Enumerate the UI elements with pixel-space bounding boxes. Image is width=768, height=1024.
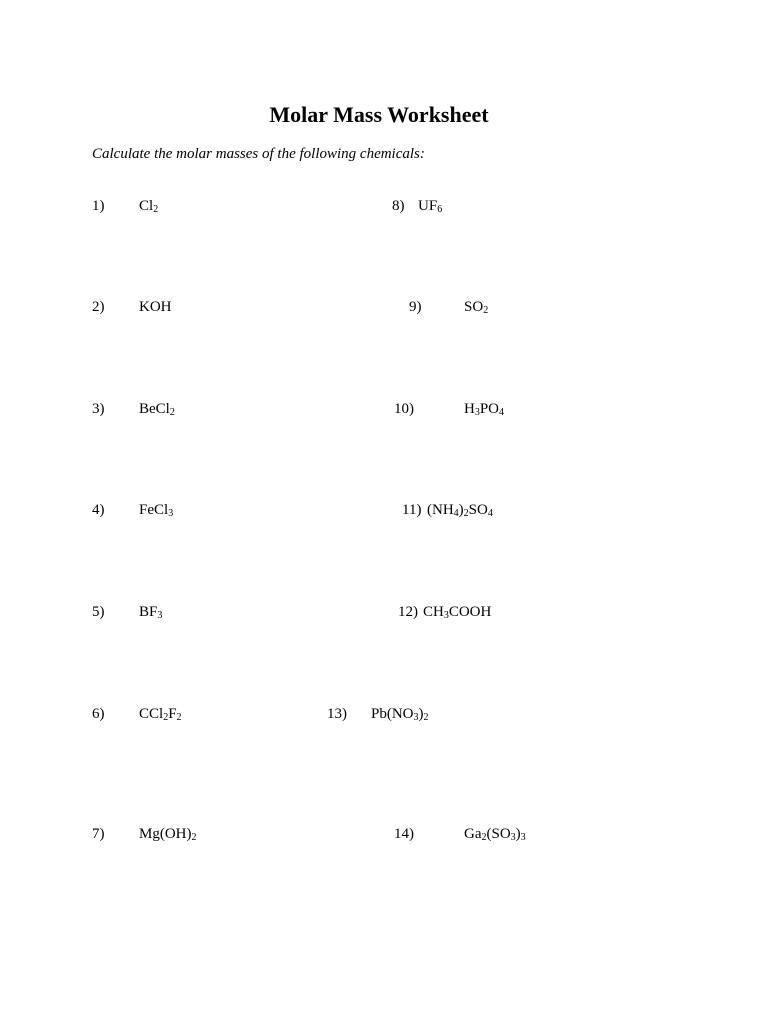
formula-text: UF: [418, 198, 438, 214]
worksheet-title: Molar Mass Worksheet: [269, 102, 489, 127]
chemical-formula: [427, 502, 493, 519]
formula-text: COOH: [448, 604, 492, 620]
formula-text: FeCl: [139, 502, 169, 518]
formula-subscript: 2: [153, 204, 159, 215]
formula-subscript: 2: [169, 407, 175, 418]
formula-text: SO: [464, 299, 484, 315]
problem-number: 1): [92, 198, 105, 214]
formula-text: PO: [479, 401, 500, 417]
chemical-formula: [139, 198, 158, 215]
chemical-formula: [464, 401, 504, 418]
formula-subscript: 4: [453, 508, 459, 519]
formula-text: (SO: [486, 826, 511, 842]
problem-number: 3): [92, 401, 105, 417]
chemical-formula: [139, 604, 162, 621]
chemical-formula: [139, 299, 172, 316]
formula-text: Cl: [139, 198, 154, 214]
formula-text: SO: [468, 502, 488, 518]
formula-subscript: 3: [443, 610, 449, 621]
chemical-formula: [464, 826, 526, 843]
chemical-formula: [139, 502, 173, 519]
formula-subscript: 2: [191, 832, 197, 843]
formula-subscript: 4: [487, 508, 493, 519]
chemical-formula: [418, 198, 442, 215]
formula-subscript: 3: [413, 712, 419, 723]
problem-number: 9): [409, 299, 422, 315]
formula-subscript: 3: [520, 832, 526, 843]
problem-number: 13): [327, 706, 347, 722]
formula-text: Pb(NO: [371, 706, 414, 722]
formula-text: Ga: [464, 826, 482, 842]
formula-subscript: 2: [481, 832, 487, 843]
formula-subscript: 6: [437, 204, 443, 215]
formula-text: BeCl: [139, 401, 170, 417]
chemical-formula: [371, 706, 429, 723]
problem-number: 12): [398, 604, 418, 620]
formula-subscript: 2: [176, 712, 182, 723]
problem-number: 10): [394, 401, 414, 417]
formula-text: ): [418, 706, 424, 722]
formula-subscript: 2: [463, 508, 469, 519]
formula-subscript: 3: [157, 610, 163, 621]
formula-text: ): [515, 826, 521, 842]
formula-text: KOH: [139, 299, 172, 315]
problem-number: 8): [392, 198, 405, 214]
formula-subscript: 2: [483, 305, 489, 316]
formula-text: ): [458, 502, 464, 518]
formula-text: Mg(OH): [139, 826, 192, 842]
formula-subscript: 3: [168, 508, 174, 519]
formula-text: (NH: [427, 502, 454, 518]
chemical-formula: [139, 826, 197, 843]
formula-subscript: 3: [510, 832, 516, 843]
problem-number: 7): [92, 826, 105, 842]
formula-subscript: 4: [499, 407, 505, 418]
formula-text: CH: [423, 604, 444, 620]
chemical-formula: [423, 604, 491, 621]
problem-number: 6): [92, 706, 105, 722]
problem-number: 11): [402, 502, 422, 518]
formula-subscript: 2: [423, 712, 429, 723]
formula-subscript: 2: [163, 712, 169, 723]
problem-number: 2): [92, 299, 105, 315]
formula-text: CCl: [139, 706, 164, 722]
chemical-formula: [139, 706, 182, 723]
formula-subscript: 3: [474, 407, 480, 418]
formula-text: H: [464, 401, 475, 417]
worksheet-instructions: Calculate the molar masses of the following chemicals:: [92, 146, 425, 162]
problem-number: 5): [92, 604, 105, 620]
chemical-formula: [464, 299, 488, 316]
chemical-formula: [139, 401, 175, 418]
formula-text: F: [168, 706, 177, 722]
problem-number: 14): [394, 826, 414, 842]
problem-number: 4): [92, 502, 105, 518]
formula-text: BF: [139, 604, 158, 620]
